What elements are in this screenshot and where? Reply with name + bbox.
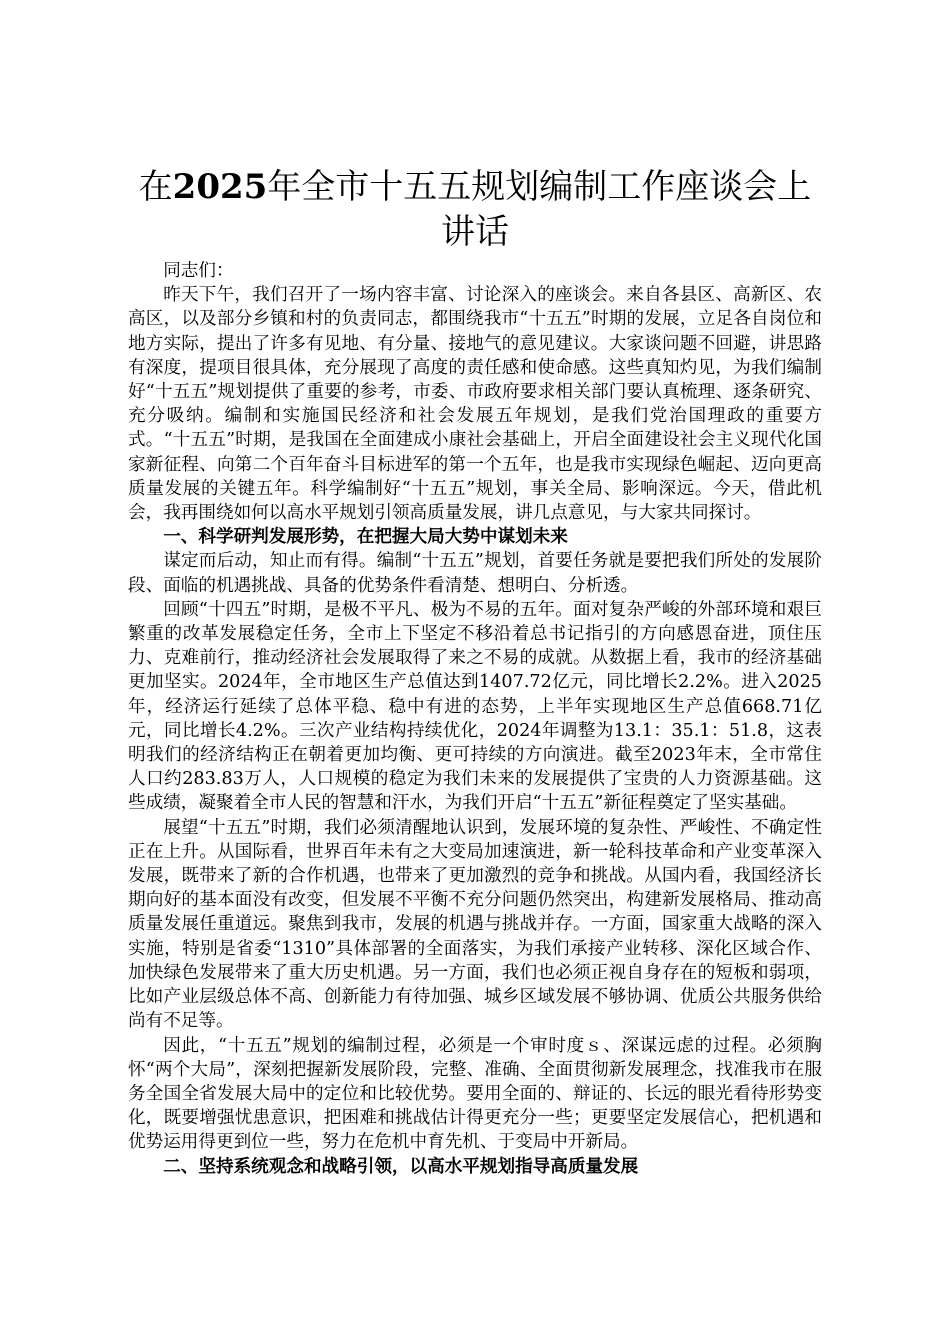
section-heading-1: 一、科学研判发展形势，在把握大局大势中谋划未来: [163, 526, 568, 548]
title-rest: 年全市十五五规划编制工作座谈会上讲话: [267, 167, 812, 252]
salutation: 同志们：: [163, 261, 234, 281]
section1-paragraph-4: 因此，“十五五”规划的编制过程，必须是一个审时度ｓ、深谋远虑的过程。必须胸怀“两个大局”，深刻把握新发展阶段，完整、准确、全面贯彻新发展理念，找准我市在服务全国全省发展大局中的定位和比较优势。要用全面的、辩证的、长远的眼光看待形势变化，既要增强忧患意识，把困难和挑战估计得更充分一些；更要坚定发展信心，把机遇和优势运用得更到位一些，努力在危机中育先机、于变局中开新局。: [128, 1035, 822, 1153]
section1-paragraph-3: 展望“十五五”时期，我们必须清醒地认识到，发展环境的复杂性、严峻性、不确定性正在上升。从国际看，世界百年未有之大变局加速演进，新一轮科技革命和产业变革深入发展，既带来了新的合作机遇，也带来了更加激烈的竞争和挑战。从国内看，我国经济长期向好的基本面没有改变，但发展不平衡不充分问题仍然突出，构建新发展格局、推动高质量发展任重道远。聚焦到我市，发展的机遇与挑战并存。一方面，国家重大战略的深入实施，特别是省委“1310”具体部署的全面落实，为我们承接产业转移、深化区域合作、加快绿色发展带来了重大历史机遇。另一方面，我们也必须正视自身存在的短板和弱项，比如产业层级总体不高、创新能力有待加强、城乡区域发展不够协调、优质公共服务供给尚有不足等。: [128, 817, 822, 1032]
section1-paragraph-1: 谋定而后动，知止而有得。编制“十五五”规划，首要任务就是要把我们所处的发展阶段、面临的机遇挑战、具备的优势条件看清楚、想明白、分析透。: [128, 551, 822, 596]
title-prefix: 在: [138, 167, 173, 207]
document-title: [128, 165, 822, 255]
section-heading-2: 二、坚持系统观念和战略引领，以高水平规划指导高质量发展: [163, 1155, 639, 1177]
section1-paragraph-2: 回顾“十四五”时期，是极不平凡、极为不易的五年。面对复杂严峻的外部环境和艰巨繁重的改革发展稳定任务，全市上下坚定不移沿着总书记指引的方向感恩奋进，顶住压力、克难前行，推动经济社会发展取得了来之不易的成就。从数据上看，我市的经济基础更加坚实。2024年，全市地区生产总值达到1407.72亿元，同比增长2.2%。进入2025年，经济运行延续了总体平稳、稳中有进的态势，上半年实现地区生产总值668.71亿元，同比增长4.2%。三次产业结构持续优化，2024年调整为13.1：35.1：51.8，这表明我们的经济结构正在朝着更加均衡、更可持续的方向演进。截至2023年末，全市常住人口约283.83万人，人口规模的稳定为我们未来的发展提供了宝贵的人力资源基础。这些成绩，凝聚着全市人民的智慧和汗水，为我们开启“十五五”新征程奠定了坚实基础。: [128, 599, 822, 814]
document-body: [128, 165, 822, 1179]
title-year: 2025: [172, 167, 268, 207]
intro-paragraph: 昨天下午，我们召开了一场内容丰富、讨论深入的座谈会。来自各县区、高新区、农高区，以及部分乡镇和村的负责同志，都围绕我市“十五五”时期的发展，立足各自岗位和地方实际，提出了许多有见地、有分量、接地气的意见建议。大家谈问题不回避，讲思路有深度，提项目很具体，充分展现了高度的责任感和使命感。这些真知灼见，为我们编制好“十五五”规划提供了重要的参考，市委、市政府要求相关部门要认真梳理、逐条研究、充分吸纳。编制和实施国民经济和社会发展五年规划，是我们党治国理政的重要方式。“十五五”时期，是我国在全面建成小康社会基础上，开启全面建设社会主义现代化国家新征程、向第二个百年奋斗目标进军的第一个五年，也是我市实现绿色崛起、迈向更高质量发展的关键五年。科学编制好“十五五”规划，事关全局、影响深远。今天，借此机会，我再围绕如何以高水平规划引领高质量发展，讲几点意见，与大家共同探讨。: [128, 285, 822, 524]
